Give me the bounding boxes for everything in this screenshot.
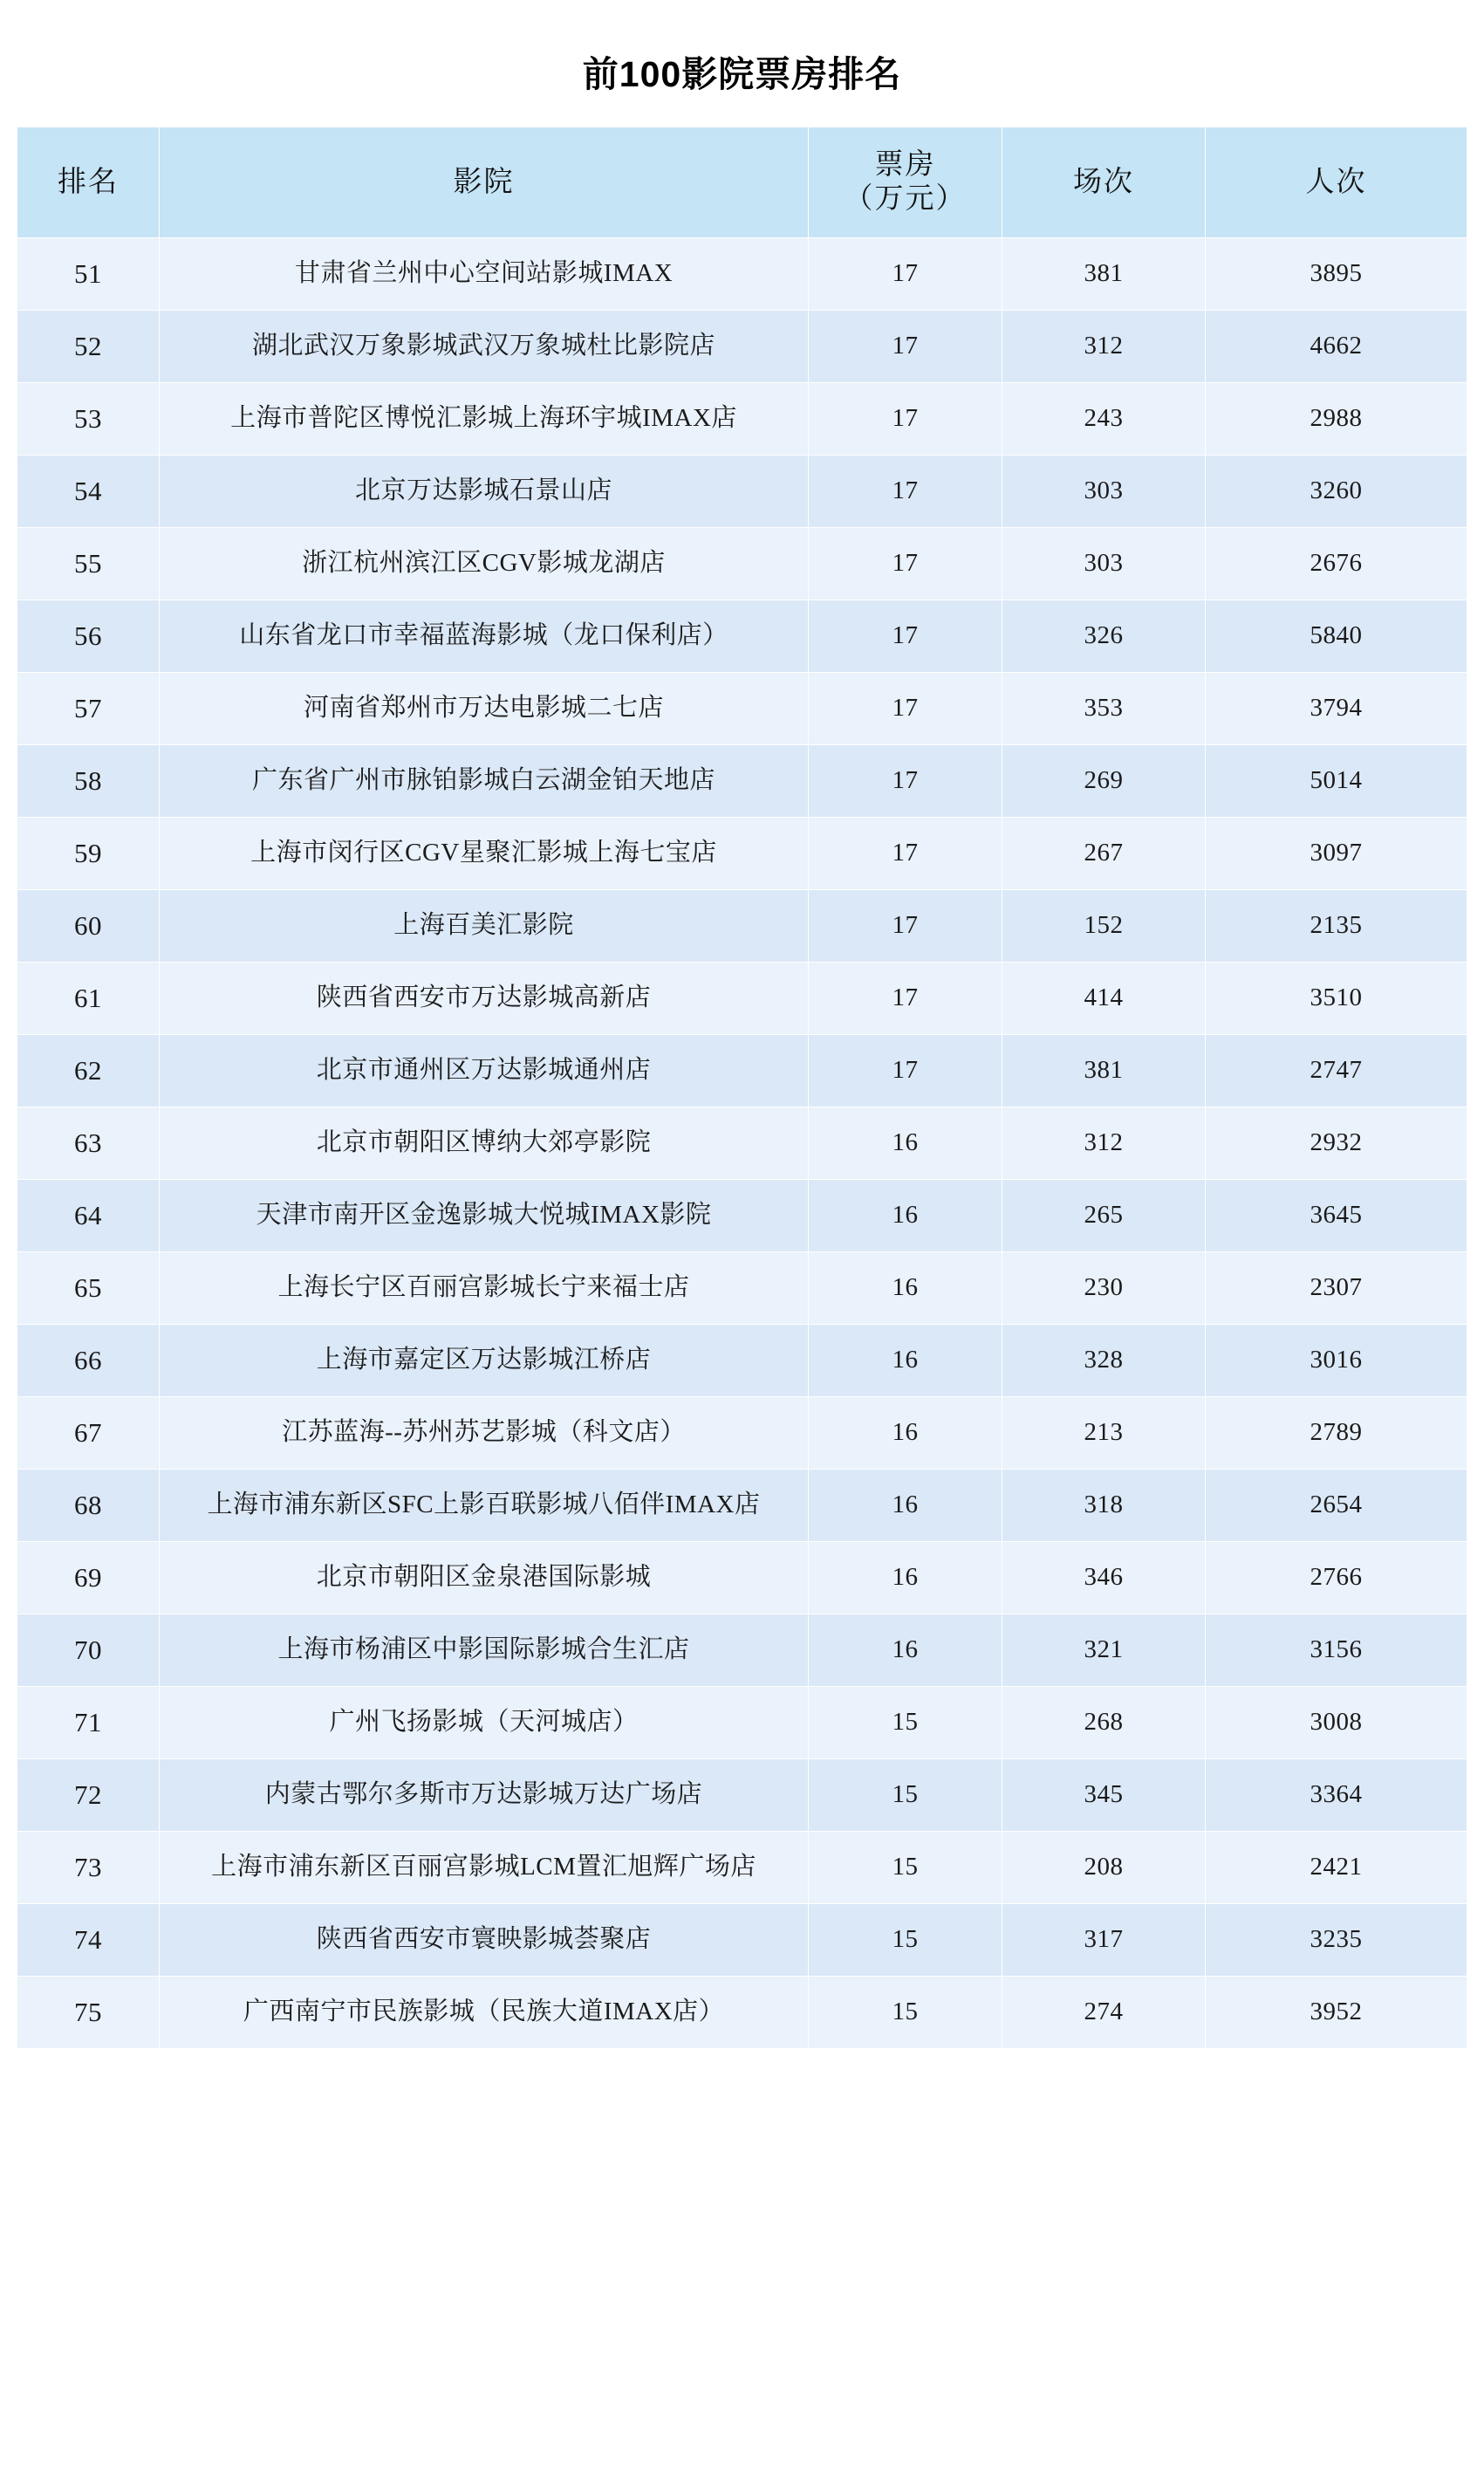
cell-shows: 268 [1002,1687,1206,1759]
cell-shows: 381 [1002,1035,1206,1107]
cell-box-office: 17 [809,890,1002,963]
cell-shows: 303 [1002,528,1206,600]
cell-shows: 208 [1002,1832,1206,1904]
table-row [17,1035,1467,1107]
column-header-rank: 排名 [17,127,160,238]
cell-box-office: 16 [809,1107,1002,1180]
cell-box-office: 16 [809,1325,1002,1397]
cell-box-office: 16 [809,1180,1002,1252]
cell-box-office: 17 [809,383,1002,456]
cell-rank: 66 [17,1325,160,1397]
cell-rank: 58 [17,745,160,818]
cell-box-office: 15 [809,1832,1002,1904]
cell-cinema: 上海市杨浦区中影国际影城合生汇店 [160,1614,809,1687]
cell-rank: 61 [17,963,160,1035]
cell-cinema: 陕西省西安市万达影城高新店 [160,963,809,1035]
cell-rank: 67 [17,1397,160,1470]
cell-rank: 53 [17,383,160,456]
cell-cinema: 河南省郑州市万达电影城二七店 [160,673,809,745]
cell-box-office: 17 [809,818,1002,890]
cell-shows: 312 [1002,1107,1206,1180]
cell-rank: 73 [17,1832,160,1904]
cell-shows: 303 [1002,456,1206,528]
cell-shows: 267 [1002,818,1206,890]
cell-cinema: 山东省龙口市幸福蓝海影城（龙口保利店） [160,600,809,673]
cell-cinema: 江苏蓝海--苏州苏艺影城（科文店） [160,1397,809,1470]
cell-shows: 321 [1002,1614,1206,1687]
cell-cinema: 上海长宁区百丽宫影城长宁来福士店 [160,1252,809,1325]
cell-rank: 52 [17,311,160,383]
cell-admissions: 3794 [1206,673,1467,745]
cell-cinema: 广东省广州市脉铂影城白云湖金铂天地店 [160,745,809,818]
table-header [17,127,1467,238]
cell-rank: 55 [17,528,160,600]
cell-shows: 318 [1002,1470,1206,1542]
cell-cinema: 浙江杭州滨江区CGV影城龙湖店 [160,528,809,600]
table-row [17,1397,1467,1470]
table-row [17,1977,1467,2049]
cell-box-office: 17 [809,963,1002,1035]
table-row [17,1614,1467,1687]
cell-rank: 60 [17,890,160,963]
table-row [17,528,1467,600]
cell-shows: 381 [1002,238,1206,311]
cell-rank: 62 [17,1035,160,1107]
cell-admissions: 3510 [1206,963,1467,1035]
cell-rank: 51 [17,238,160,311]
cell-box-office: 15 [809,1687,1002,1759]
cell-admissions: 2789 [1206,1397,1467,1470]
cell-box-office: 17 [809,528,1002,600]
cell-shows: 274 [1002,1977,1206,2049]
column-header-admissions: 人次 [1206,127,1467,238]
cinema-box-office-table [17,127,1467,2049]
cell-admissions: 3016 [1206,1325,1467,1397]
cell-rank: 59 [17,818,160,890]
column-header-box-office-line1: 票房 [874,149,936,182]
cell-box-office: 17 [809,1035,1002,1107]
cell-box-office: 15 [809,1759,1002,1832]
table-row [17,1687,1467,1759]
cell-box-office: 16 [809,1252,1002,1325]
cell-box-office: 17 [809,673,1002,745]
table-header-row [17,127,1467,238]
cell-rank: 68 [17,1470,160,1542]
cell-admissions: 3008 [1206,1687,1467,1759]
cell-shows: 345 [1002,1759,1206,1832]
cell-cinema: 北京万达影城石景山店 [160,456,809,528]
cell-cinema: 湖北武汉万象影城武汉万象城杜比影院店 [160,311,809,383]
cell-cinema: 上海市浦东新区SFC上影百联影城八佰伴IMAX店 [160,1470,809,1542]
cell-box-office: 16 [809,1470,1002,1542]
cell-shows: 317 [1002,1904,1206,1977]
cell-shows: 152 [1002,890,1206,963]
cell-rank: 63 [17,1107,160,1180]
column-header-cinema: 影院 [160,127,809,238]
cell-admissions: 2307 [1206,1252,1467,1325]
table-body [17,238,1467,2049]
cell-admissions: 2988 [1206,383,1467,456]
table-row [17,383,1467,456]
cell-shows: 230 [1002,1252,1206,1325]
cell-rank: 64 [17,1180,160,1252]
cell-admissions: 5840 [1206,600,1467,673]
page-title: 前100影院票房排名 [582,54,902,94]
cell-admissions: 2766 [1206,1542,1467,1614]
cell-box-office: 15 [809,1904,1002,1977]
cell-cinema: 上海市闵行区CGV星聚汇影城上海七宝店 [160,818,809,890]
cell-cinema: 内蒙古鄂尔多斯市万达影城万达广场店 [160,1759,809,1832]
cell-admissions: 3235 [1206,1904,1467,1977]
cell-cinema: 上海市嘉定区万达影城江桥店 [160,1325,809,1397]
cell-admissions: 3364 [1206,1759,1467,1832]
cell-box-office: 17 [809,311,1002,383]
cell-rank: 65 [17,1252,160,1325]
cell-cinema: 天津市南开区金逸影城大悦城IMAX影院 [160,1180,809,1252]
cell-shows: 269 [1002,745,1206,818]
cell-admissions: 5014 [1206,745,1467,818]
cell-cinema: 北京市朝阳区金泉港国际影城 [160,1542,809,1614]
table-row [17,456,1467,528]
column-header-box-office-line2: （万元） [844,183,967,215]
cell-admissions: 3895 [1206,238,1467,311]
table-row [17,1107,1467,1180]
cell-admissions: 2747 [1206,1035,1467,1107]
cell-shows: 326 [1002,600,1206,673]
table-row [17,1542,1467,1614]
column-header-box-office [809,127,1002,238]
cell-box-office: 17 [809,456,1002,528]
table-row [17,1470,1467,1542]
column-header-shows: 场次 [1002,127,1206,238]
table-row [17,1325,1467,1397]
cell-admissions: 3260 [1206,456,1467,528]
cell-admissions: 2421 [1206,1832,1467,1904]
cell-shows: 346 [1002,1542,1206,1614]
cell-rank: 72 [17,1759,160,1832]
cell-cinema: 陕西省西安市寰映影城荟聚店 [160,1904,809,1977]
cell-shows: 243 [1002,383,1206,456]
cell-rank: 70 [17,1614,160,1687]
cell-box-office: 17 [809,238,1002,311]
table-row [17,745,1467,818]
table-row [17,1904,1467,1977]
table-row [17,1180,1467,1252]
cell-shows: 265 [1002,1180,1206,1252]
cell-admissions: 3645 [1206,1180,1467,1252]
cell-admissions: 2676 [1206,528,1467,600]
cell-rank: 56 [17,600,160,673]
cell-cinema: 北京市朝阳区博纳大郊亭影院 [160,1107,809,1180]
cell-admissions: 3952 [1206,1977,1467,2049]
cell-cinema: 上海市浦东新区百丽宫影城LCM置汇旭辉广场店 [160,1832,809,1904]
table-row [17,311,1467,383]
table-row [17,238,1467,311]
cell-rank: 69 [17,1542,160,1614]
table-row [17,963,1467,1035]
cell-rank: 74 [17,1904,160,1977]
table-row [17,1252,1467,1325]
table-row [17,673,1467,745]
cell-box-office: 17 [809,600,1002,673]
cell-admissions: 4662 [1206,311,1467,383]
cell-rank: 57 [17,673,160,745]
cell-box-office: 16 [809,1614,1002,1687]
cell-shows: 312 [1002,311,1206,383]
table-row [17,1832,1467,1904]
cell-shows: 328 [1002,1325,1206,1397]
cell-box-office: 17 [809,745,1002,818]
cell-admissions: 3156 [1206,1614,1467,1687]
cell-rank: 75 [17,1977,160,2049]
cell-admissions: 2932 [1206,1107,1467,1180]
cell-box-office: 16 [809,1397,1002,1470]
table-row [17,1759,1467,1832]
cell-shows: 353 [1002,673,1206,745]
cell-shows: 213 [1002,1397,1206,1470]
cell-admissions: 2654 [1206,1470,1467,1542]
cell-cinema: 甘肃省兰州中心空间站影城IMAX [160,238,809,311]
cell-cinema: 广西南宁市民族影城（民族大道IMAX店） [160,1977,809,2049]
cell-shows: 414 [1002,963,1206,1035]
table-row [17,818,1467,890]
cell-admissions: 2135 [1206,890,1467,963]
cell-cinema: 北京市通州区万达影城通州店 [160,1035,809,1107]
table-row [17,600,1467,673]
table-row [17,890,1467,963]
cell-cinema: 上海市普陀区博悦汇影城上海环宇城IMAX店 [160,383,809,456]
cell-cinema: 广州飞扬影城（天河城店） [160,1687,809,1759]
cell-rank: 54 [17,456,160,528]
cell-box-office: 16 [809,1542,1002,1614]
cell-box-office: 15 [809,1977,1002,2049]
cell-cinema: 上海百美汇影院 [160,890,809,963]
cell-admissions: 3097 [1206,818,1467,890]
cell-rank: 71 [17,1687,160,1759]
